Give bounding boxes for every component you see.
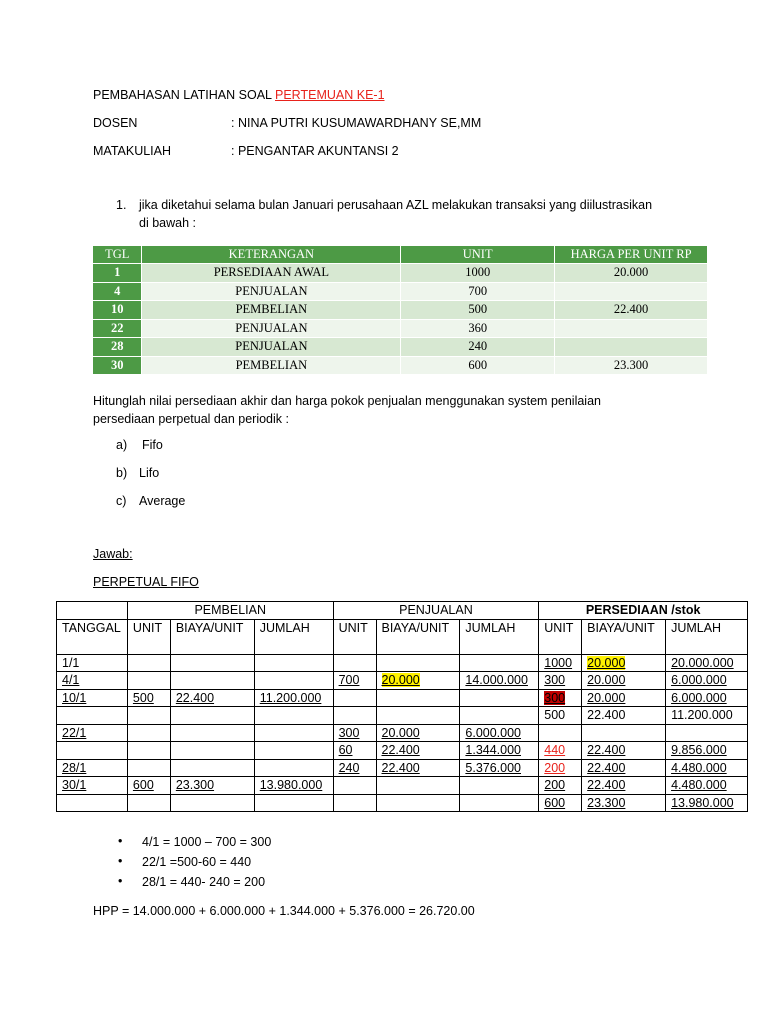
option-c-text: Average bbox=[139, 494, 186, 508]
fifo-value: 6.000.000 bbox=[671, 690, 727, 705]
transaction-cell: PENJUALAN bbox=[142, 282, 401, 301]
fifo-cell bbox=[254, 672, 333, 690]
fifo-cell bbox=[170, 759, 254, 777]
fifo-value: 20.000 bbox=[587, 690, 626, 705]
fifo-value: 1/1 bbox=[62, 655, 80, 670]
fifo-cell bbox=[582, 794, 666, 812]
fifo-cell bbox=[460, 759, 539, 777]
matakuliah-value: : PENGANTAR AKUNTANSI 2 bbox=[231, 144, 399, 158]
fifo-row bbox=[57, 707, 748, 725]
fifo-cell bbox=[582, 689, 666, 707]
fifo-value: 22.400 bbox=[587, 708, 626, 723]
fifo-table bbox=[56, 601, 748, 812]
fifo-cell bbox=[57, 794, 128, 812]
fifo-subheader-cell: BIAYA/UNIT bbox=[170, 619, 254, 654]
fifo-cell bbox=[666, 654, 748, 672]
document-title bbox=[93, 88, 385, 102]
fifo-value: 22/1 bbox=[62, 725, 87, 740]
fifo-value: 600 bbox=[544, 795, 566, 810]
fifo-value: 20.000 bbox=[587, 655, 626, 670]
transaction-cell bbox=[555, 282, 708, 301]
fifo-cell bbox=[127, 707, 170, 725]
fifo-cell bbox=[460, 777, 539, 795]
fifo-cell bbox=[376, 794, 460, 812]
fifo-cell bbox=[460, 672, 539, 690]
option-c-label: c) bbox=[116, 494, 127, 508]
fifo-value: 22.400 bbox=[381, 760, 420, 775]
fifo-subheader-cell: UNIT bbox=[539, 619, 582, 654]
fifo-cell bbox=[539, 794, 582, 812]
transaction-cell: 22.400 bbox=[555, 301, 708, 320]
fifo-cell bbox=[666, 689, 748, 707]
fifo-value: 23.300 bbox=[175, 778, 215, 793]
fifo-cell bbox=[582, 742, 666, 760]
fifo-cell bbox=[333, 759, 376, 777]
fifo-cell bbox=[254, 689, 333, 707]
fifo-cell bbox=[539, 777, 582, 795]
calc-item: • 4/1 = 1000 – 700 = 300 bbox=[118, 835, 271, 855]
fifo-subheader-row bbox=[57, 619, 748, 654]
fifo-value: 440 bbox=[544, 743, 566, 758]
fifo-cell bbox=[539, 707, 582, 725]
transaction-cell: 240 bbox=[401, 338, 555, 357]
fifo-cell bbox=[376, 654, 460, 672]
fifo-cell bbox=[127, 794, 170, 812]
fifo-cell bbox=[57, 759, 128, 777]
fifo-cell bbox=[254, 794, 333, 812]
fifo-cell bbox=[666, 724, 748, 742]
perpetual-fifo-text: PERPETUAL FIFO bbox=[93, 575, 199, 589]
fifo-value: 200 bbox=[544, 760, 566, 775]
transaction-header-cell: TGL bbox=[93, 246, 142, 264]
calc-item: • 22/1 =500-60 = 440 bbox=[118, 855, 271, 875]
fifo-cell bbox=[127, 654, 170, 672]
fifo-row bbox=[57, 724, 748, 742]
answer-label bbox=[93, 547, 133, 561]
transaction-row bbox=[93, 301, 708, 320]
transaction-cell: PENJUALAN bbox=[142, 338, 401, 357]
transaction-cell: PEMBELIAN bbox=[142, 356, 401, 374]
fifo-cell bbox=[170, 672, 254, 690]
transaction-cell: 22 bbox=[93, 319, 142, 338]
fifo-cell bbox=[57, 654, 128, 672]
fifo-subheader-cell: TANGGAL bbox=[57, 619, 128, 654]
fifo-value: 300 bbox=[338, 725, 360, 740]
transaction-cell: 10 bbox=[93, 301, 142, 320]
fifo-row bbox=[57, 742, 748, 760]
dosen-value: : NINA PUTRI KUSUMAWARDHANY SE,MM bbox=[231, 116, 482, 130]
fifo-value: 600 bbox=[132, 778, 154, 793]
fifo-cell bbox=[460, 654, 539, 672]
fifo-cell bbox=[376, 742, 460, 760]
transaction-cell bbox=[555, 319, 708, 338]
transaction-cell: 600 bbox=[401, 356, 555, 374]
fifo-cell bbox=[582, 707, 666, 725]
fifo-value: 240 bbox=[338, 760, 360, 775]
fifo-cell bbox=[57, 689, 128, 707]
fifo-subheader-cell: UNIT bbox=[127, 619, 170, 654]
fifo-value: 4.480.000 bbox=[671, 760, 727, 775]
fifo-value: 4/1 bbox=[62, 673, 80, 688]
fifo-cell bbox=[539, 759, 582, 777]
fifo-cell bbox=[539, 742, 582, 760]
transaction-cell: PERSEDIAAN AWAL bbox=[142, 264, 401, 283]
transaction-row bbox=[93, 338, 708, 357]
fifo-subheader-cell: JUMLAH bbox=[254, 619, 333, 654]
transaction-cell: 1 bbox=[93, 264, 142, 283]
fifo-value: 700 bbox=[338, 673, 360, 688]
fifo-cell bbox=[127, 742, 170, 760]
option-b-text: Lifo bbox=[139, 466, 160, 480]
fifo-value: 6.000.000 bbox=[465, 725, 521, 740]
transaction-cell: 360 bbox=[401, 319, 555, 338]
fifo-row bbox=[57, 654, 748, 672]
fifo-cell bbox=[127, 777, 170, 795]
fifo-cell bbox=[460, 742, 539, 760]
fifo-value: 22.400 bbox=[381, 743, 420, 758]
option-b-label: b) bbox=[116, 466, 128, 480]
fifo-cell bbox=[376, 759, 460, 777]
fifo-value: 10/1 bbox=[62, 690, 87, 705]
fifo-cell bbox=[170, 689, 254, 707]
transaction-row bbox=[93, 282, 708, 301]
transaction-header-cell: UNIT bbox=[401, 246, 555, 264]
fifo-value: 1.344.000 bbox=[465, 743, 521, 758]
fifo-subheader-cell: BIAYA/UNIT bbox=[376, 619, 460, 654]
fifo-cell bbox=[170, 742, 254, 760]
fifo-value: 500 bbox=[132, 690, 154, 705]
fifo-cell bbox=[254, 724, 333, 742]
transaction-cell: 1000 bbox=[401, 264, 555, 283]
jawab-text: Jawab: bbox=[93, 547, 133, 561]
fifo-cell bbox=[376, 777, 460, 795]
fifo-cell bbox=[57, 742, 128, 760]
fifo-cell bbox=[333, 654, 376, 672]
fifo-value: 20.000 bbox=[381, 673, 420, 688]
fifo-value: 500 bbox=[544, 708, 566, 723]
transaction-header-row bbox=[93, 246, 708, 264]
transaction-row bbox=[93, 264, 708, 283]
fifo-value: 11.200.000 bbox=[671, 708, 733, 723]
fifo-cell bbox=[376, 724, 460, 742]
fifo-cell bbox=[170, 777, 254, 795]
instruction-line-2: persediaan perpetual dan periodik : bbox=[93, 412, 289, 426]
transaction-table bbox=[93, 246, 708, 374]
fifo-row bbox=[57, 794, 748, 812]
fifo-cell bbox=[460, 689, 539, 707]
fifo-cell bbox=[582, 724, 666, 742]
fifo-value: 20.000 bbox=[381, 725, 420, 740]
fifo-subheader-cell: UNIT bbox=[333, 619, 376, 654]
fifo-value: 22.400 bbox=[587, 760, 626, 775]
transaction-header-cell: HARGA PER UNIT RP bbox=[555, 246, 708, 264]
transaction-cell: PENJUALAN bbox=[142, 319, 401, 338]
fifo-subheader-cell: JUMLAH bbox=[460, 619, 539, 654]
fifo-value: 22.400 bbox=[587, 743, 626, 758]
fifo-value: 20.000 bbox=[587, 673, 626, 688]
fifo-cell bbox=[666, 742, 748, 760]
fifo-cell bbox=[127, 689, 170, 707]
fifo-value: 9.856.000 bbox=[671, 743, 727, 758]
fifo-cell bbox=[254, 777, 333, 795]
group-pembelian: PEMBELIAN bbox=[127, 602, 333, 620]
question-line-2: di bawah : bbox=[139, 216, 196, 230]
fifo-cell bbox=[460, 707, 539, 725]
fifo-cell bbox=[170, 794, 254, 812]
fifo-cell bbox=[582, 654, 666, 672]
fifo-cell bbox=[333, 689, 376, 707]
fifo-cell bbox=[666, 707, 748, 725]
group-penjualan: PENJUALAN bbox=[333, 602, 539, 620]
fifo-cell bbox=[333, 672, 376, 690]
section-label bbox=[93, 575, 199, 589]
transaction-cell: PEMBELIAN bbox=[142, 301, 401, 320]
fifo-cell bbox=[333, 707, 376, 725]
fifo-cell bbox=[254, 759, 333, 777]
fifo-cell bbox=[539, 654, 582, 672]
fifo-cell bbox=[170, 724, 254, 742]
fifo-cell bbox=[460, 794, 539, 812]
fifo-cell bbox=[127, 759, 170, 777]
fifo-value: 20.000.000 bbox=[671, 655, 734, 670]
matakuliah-label: MATAKULIAH bbox=[93, 144, 172, 158]
fifo-cell bbox=[57, 777, 128, 795]
fifo-cell bbox=[170, 707, 254, 725]
dosen-row bbox=[93, 116, 137, 130]
fifo-subheader-cell: BIAYA/UNIT bbox=[582, 619, 666, 654]
fifo-cell bbox=[376, 689, 460, 707]
fifo-value: 11.200.000 bbox=[259, 690, 322, 705]
title-prefix: PEMBAHASAN LATIHAN SOAL bbox=[93, 88, 275, 102]
fifo-value: 200 bbox=[544, 778, 566, 793]
question-line-1: jika diketahui selama bulan Januari perusahaan AZL melakukan transaksi yang diilustrasikan bbox=[139, 198, 653, 212]
transaction-cell: 23.300 bbox=[555, 356, 708, 374]
fifo-row bbox=[57, 777, 748, 795]
calculation-list bbox=[118, 835, 271, 895]
fifo-value: 28/1 bbox=[62, 760, 87, 775]
group-persediaan: PERSEDIAAN /stok bbox=[539, 602, 748, 620]
calc-item: • 28/1 = 440- 240 = 200 bbox=[118, 875, 271, 895]
transaction-cell: 28 bbox=[93, 338, 142, 357]
fifo-value: 300 bbox=[544, 673, 566, 688]
fifo-value: 60 bbox=[338, 743, 353, 758]
transaction-cell: 700 bbox=[401, 282, 555, 301]
fifo-cell bbox=[254, 654, 333, 672]
transaction-row bbox=[93, 319, 708, 338]
transaction-row bbox=[93, 356, 708, 374]
fifo-cell bbox=[333, 777, 376, 795]
fifo-value: 22.400 bbox=[587, 778, 626, 793]
fifo-cell bbox=[376, 707, 460, 725]
fifo-cell bbox=[254, 742, 333, 760]
transaction-cell: 20.000 bbox=[555, 264, 708, 283]
transaction-cell bbox=[555, 338, 708, 357]
fifo-cell bbox=[539, 672, 582, 690]
fifo-cell bbox=[582, 777, 666, 795]
group-blank bbox=[57, 602, 128, 620]
transaction-cell: 4 bbox=[93, 282, 142, 301]
fifo-value: 13.980.000 bbox=[671, 795, 734, 810]
fifo-cell bbox=[666, 759, 748, 777]
fifo-cell bbox=[376, 672, 460, 690]
transaction-header-cell: KETERANGAN bbox=[142, 246, 401, 264]
fifo-group-header bbox=[57, 602, 748, 620]
fifo-value: 300 bbox=[544, 690, 566, 705]
question-number: 1. bbox=[116, 198, 127, 212]
fifo-value: 23.300 bbox=[587, 795, 626, 810]
fifo-subheader-cell: JUMLAH bbox=[666, 619, 748, 654]
option-a-text: Fifo bbox=[142, 438, 163, 452]
fifo-cell bbox=[539, 724, 582, 742]
fifo-cell bbox=[127, 672, 170, 690]
dosen-label: DOSEN bbox=[93, 116, 138, 130]
title-highlight: PERTEMUAN KE-1 bbox=[275, 88, 385, 102]
fifo-cell bbox=[254, 707, 333, 725]
fifo-cell bbox=[666, 794, 748, 812]
fifo-cell bbox=[57, 724, 128, 742]
fifo-cell bbox=[666, 672, 748, 690]
fifo-row bbox=[57, 672, 748, 690]
fifo-value: 13.980.000 bbox=[259, 778, 323, 793]
transaction-cell: 500 bbox=[401, 301, 555, 320]
fifo-cell bbox=[127, 724, 170, 742]
fifo-row bbox=[57, 759, 748, 777]
fifo-cell bbox=[460, 724, 539, 742]
fifo-cell bbox=[666, 777, 748, 795]
fifo-cell bbox=[582, 759, 666, 777]
fifo-value: 14.000.000 bbox=[465, 673, 528, 688]
option-a-label: a) bbox=[116, 438, 128, 452]
fifo-cell bbox=[333, 742, 376, 760]
instruction-line-1: Hitunglah nilai persediaan akhir dan harga pokok penjualan menggunakan system penilaian bbox=[93, 394, 601, 408]
matakuliah-row bbox=[93, 144, 171, 158]
hpp-formula: HPP = 14.000.000 + 6.000.000 + 1.344.000 + 5.376.000 = 26.720.00 bbox=[93, 904, 475, 918]
fifo-cell bbox=[57, 672, 128, 690]
fifo-cell bbox=[539, 689, 582, 707]
fifo-value: 5.376.000 bbox=[465, 760, 521, 775]
fifo-value: 6.000.000 bbox=[671, 673, 727, 688]
transaction-cell: 30 bbox=[93, 356, 142, 374]
fifo-cell bbox=[170, 654, 254, 672]
fifo-cell bbox=[333, 724, 376, 742]
fifo-value: 4.480.000 bbox=[671, 778, 727, 793]
fifo-value: 1000 bbox=[544, 655, 573, 670]
fifo-cell bbox=[333, 794, 376, 812]
fifo-row bbox=[57, 689, 748, 707]
fifo-cell bbox=[582, 672, 666, 690]
fifo-cell bbox=[57, 707, 128, 725]
fifo-value: 22.400 bbox=[175, 690, 215, 705]
fifo-value: 30/1 bbox=[62, 778, 87, 793]
